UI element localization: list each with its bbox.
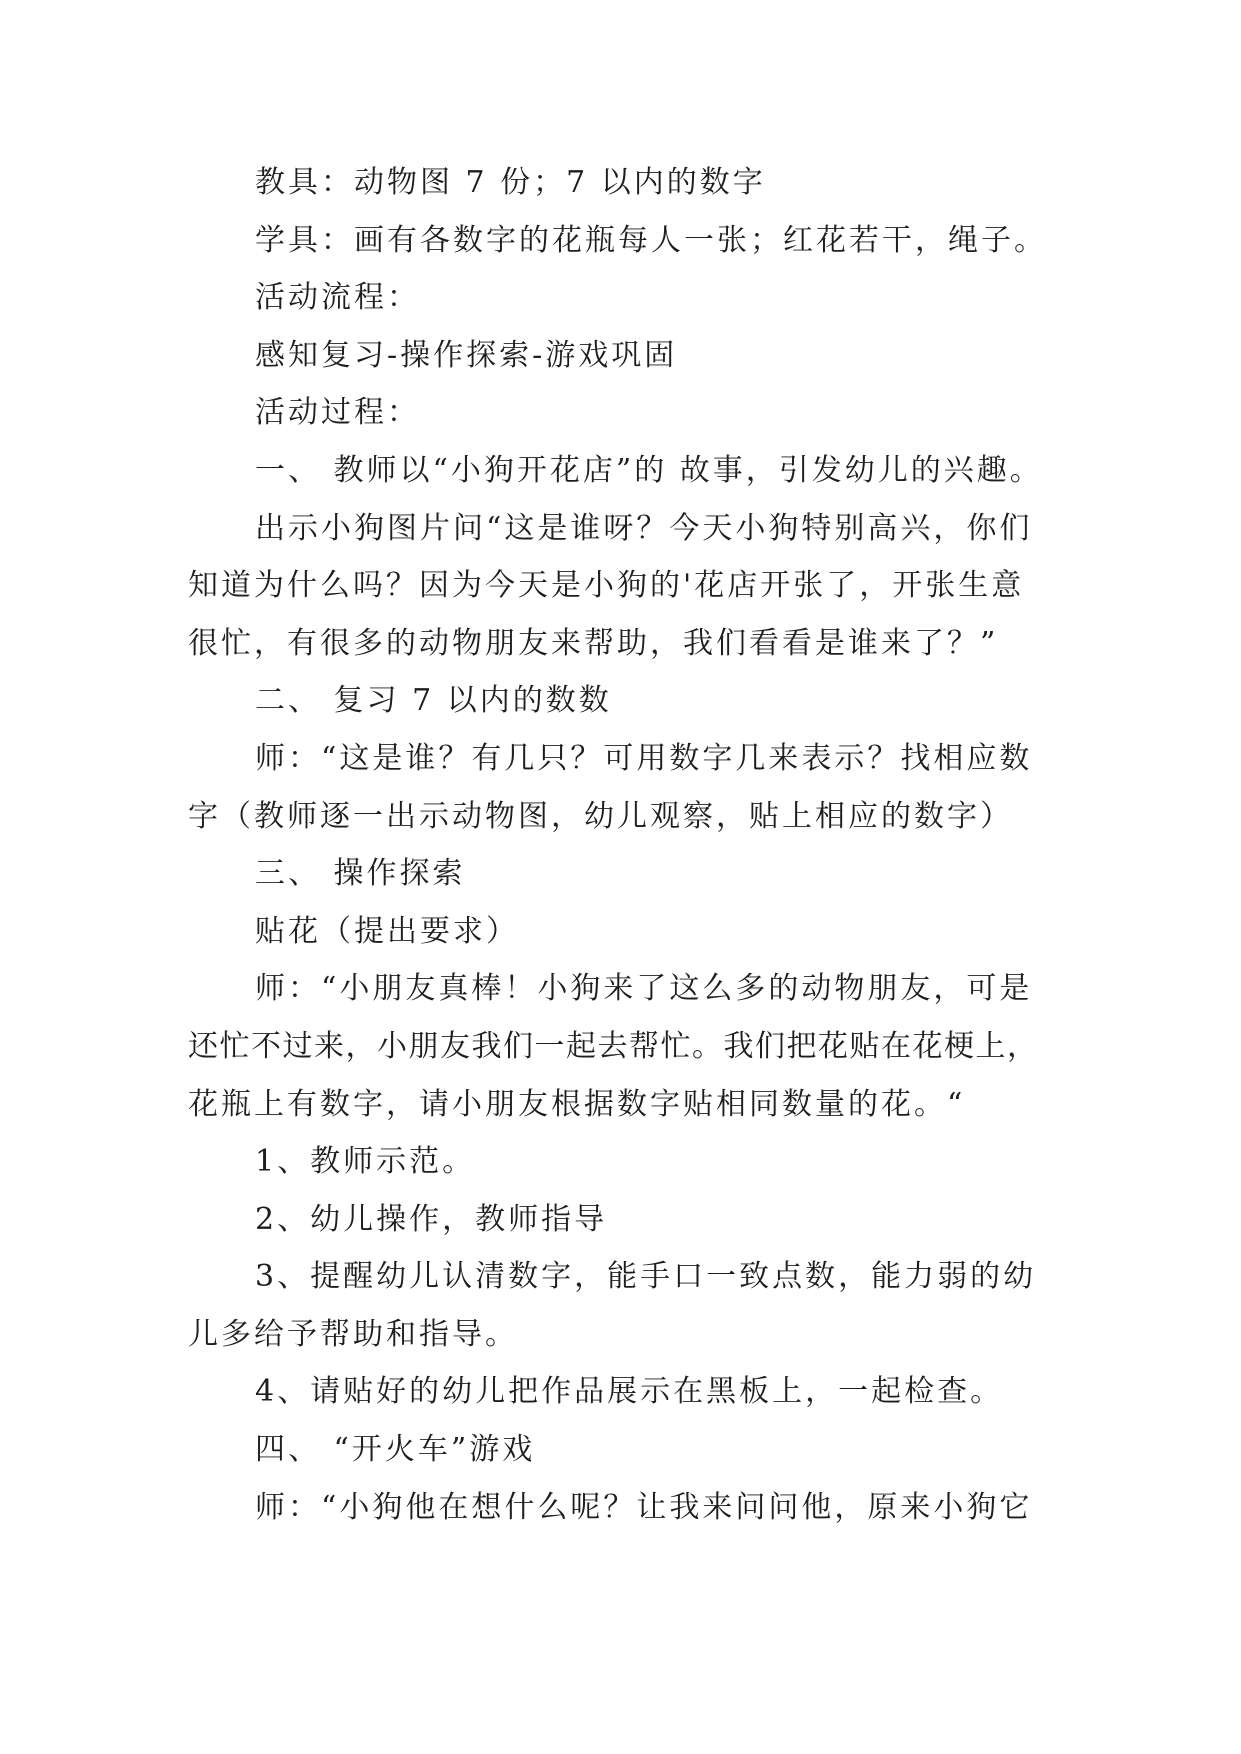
text-line: 字（教师逐一出示动物图，幼儿观察，贴上相应的数字） xyxy=(188,798,1013,834)
section-heading: 三、 操作探索 xyxy=(255,856,466,892)
list-item: 3、提醒幼儿认清数字，能手口一致点数，能力弱的幼 xyxy=(255,1259,1037,1295)
text-line: 很忙，有很多的动物朋友来帮助，我们看看是谁来了？” xyxy=(188,625,999,661)
text-line: 师：“小朋友真棒！小狗来了这么多的动物朋友，可是 xyxy=(255,971,1033,1007)
text-line: 还忙不过来，小朋友我们一起去帮忙。我们把花贴在花梗上， xyxy=(188,1028,1039,1064)
section-heading: 一、 教师以“小狗开花店”的 故事，引发幼儿的兴趣。 xyxy=(255,452,1043,488)
section-heading: 四、 “开火车”游戏 xyxy=(255,1432,536,1468)
text-line: 教具：动物图 7 份；7 以内的数字 xyxy=(255,165,766,200)
section-heading: 二、 复习 7 以内的数数 xyxy=(255,683,612,719)
list-item: 1、教师示范。 xyxy=(255,1144,476,1180)
text-line: 感知复习-操作探索-游戏巩固 xyxy=(255,337,678,373)
text-line: 活动流程： xyxy=(255,280,420,316)
text-line: 花瓶上有数字，请小朋友根据数字贴相同数量的花。“ xyxy=(188,1086,966,1122)
text-line: 活动过程： xyxy=(255,395,420,431)
text-line: 贴花（提出要求） xyxy=(255,913,519,949)
text-line: 儿多给予帮助和指导。 xyxy=(188,1316,518,1352)
text-line: 学具：画有各数字的花瓶每人一张；红花若干，绳子。 xyxy=(255,222,1047,258)
text-line: 师：“这是谁？有几只？可用数字几来表示？找相应数 xyxy=(255,740,1033,776)
list-item: 2、幼儿操作，教师指导 xyxy=(255,1201,608,1237)
text-line: 师：“小狗他在想什么呢？让我来问问他，原来小狗它 xyxy=(255,1489,1033,1525)
document-body xyxy=(188,154,1068,1536)
list-item: 4、请贴好的幼儿把作品展示在黑板上，一起检查。 xyxy=(255,1374,1004,1410)
text-line: 出示小狗图片问“这是谁呀？今天小狗特别高兴，你们 xyxy=(255,510,1033,546)
text-line: 知道为什么吗？因为今天是小狗的'花店开张了，开张生意 xyxy=(188,568,1025,604)
